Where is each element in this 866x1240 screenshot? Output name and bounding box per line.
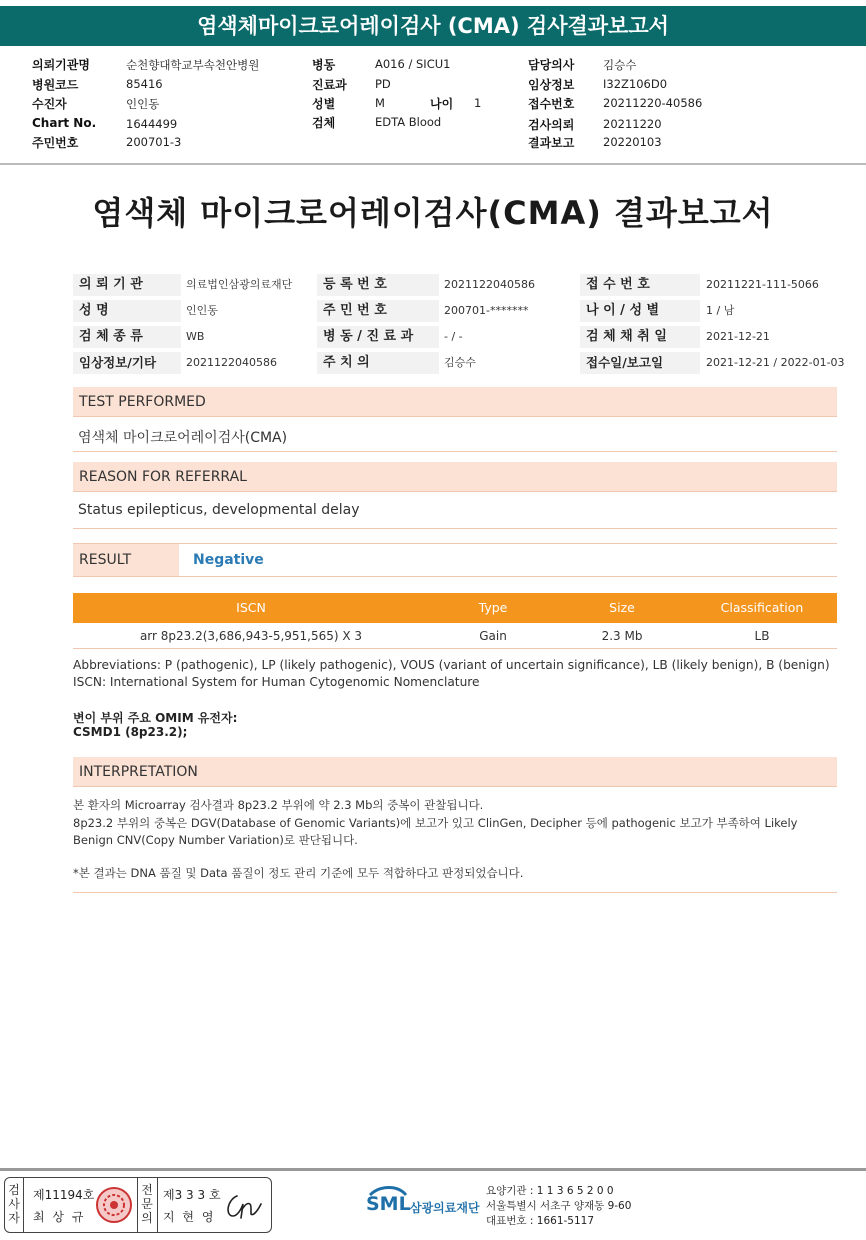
- info-key-ward-dept: 병 동 / 진 료 과: [317, 326, 439, 348]
- value-specimen: EDTA Blood: [375, 115, 442, 129]
- label-hospital-code: 병원코드: [32, 78, 79, 92]
- info-val-resident-no: 200701-*******: [444, 304, 529, 317]
- value-request-date: 20211220: [603, 117, 662, 131]
- value-sex: M: [375, 96, 385, 110]
- info-key-name: 성 명: [73, 300, 181, 322]
- iscn-definition: ISCN: International System for Human Cytogenomic Nomenclature: [73, 675, 480, 689]
- rule: [73, 528, 837, 529]
- label-hospital: 의뢰기관명: [32, 58, 90, 72]
- interpretation-line-2: 8p23.2 부위의 중복은 DGV(Database of Genomic Variants)에 보고가 있고 ClinGen, Decipher 등에 pathogenic 보고가 부족하여 Likely: [73, 816, 798, 830]
- cell-classification: LB: [754, 629, 770, 643]
- value-dept: PD: [375, 77, 391, 91]
- footer-line-2: 서울특별시 서초구 양재동 9-60: [486, 1200, 632, 1212]
- value-accession: 20211220-40586: [603, 96, 703, 110]
- label-patient: 수진자: [32, 97, 67, 111]
- value-ward: A016 / SICU1: [375, 57, 451, 71]
- info-key-attending: 주 치 의: [317, 352, 439, 374]
- result-value: Negative: [193, 552, 264, 568]
- qc-note: *본 결과는 DNA 품질 및 Data 품질이 정도 관리 기준에 모두 적합하다고 판정되었습니다.: [73, 866, 524, 880]
- top-title-bar: 염색체마이크로어레이검사 (CMA) 검사결과보고서: [0, 6, 866, 46]
- cell-iscn: arr 8p23.2(3,686,943-5,951,565) X 3: [139, 629, 363, 643]
- abbreviations: Abbreviations: P (pathogenic), LP (likely pathogenic), VOUS (variant of uncertain significance), LB (likely benign), B (benign): [73, 658, 830, 672]
- section-test-performed: TEST PERFORMED: [73, 387, 837, 417]
- test-performed-text: 염색체 마이크로어레이검사(CMA): [78, 430, 288, 446]
- rule: [73, 451, 837, 452]
- label-sex: 성별: [312, 97, 336, 111]
- rule: [73, 892, 837, 893]
- col-size: Size: [609, 600, 635, 615]
- result-label: RESULT: [73, 544, 179, 576]
- value-patient: 인인동: [126, 97, 160, 111]
- examiner-name: 최 상 규: [33, 1210, 86, 1224]
- signature-box: [4, 1177, 272, 1233]
- cell-size: 2.3 Mb: [601, 629, 643, 643]
- section-reason-for-referral: REASON FOR REFERRAL: [73, 462, 837, 492]
- info-key-specimen-type: 검 체 종 류: [73, 326, 181, 348]
- info-key-clinical-other: 임상정보/기타: [73, 352, 181, 374]
- label-specimen: 검체: [312, 116, 336, 130]
- info-val-age-sex: 1 / 남: [706, 304, 735, 317]
- info-val-collection-date: 2021-12-21: [706, 330, 770, 343]
- col-type: Type: [478, 600, 508, 615]
- info-val-ward-dept: - / -: [444, 330, 463, 343]
- cnv-table-header: [73, 593, 837, 623]
- omim-genes: CSMD1 (8p23.2);: [73, 725, 188, 739]
- request-header: [0, 50, 866, 162]
- label-age: 나이: [430, 97, 454, 111]
- value-report-date: 20220103: [603, 135, 662, 149]
- examiner-license: 제11194호: [33, 1188, 95, 1202]
- header-divider: [0, 163, 866, 165]
- value-resident-no: 200701-3: [126, 135, 182, 149]
- value-clinical-info: I32Z106D0: [603, 77, 668, 91]
- info-val-attending: 김승수: [444, 356, 476, 369]
- signature-icon: [223, 1190, 265, 1222]
- footer-divider: [0, 1168, 866, 1171]
- seal-icon: [95, 1186, 133, 1224]
- footer-line-3: 대표번호 : 1661-5117: [486, 1215, 595, 1227]
- info-val-accession-no: 20211221-111-5066: [706, 278, 819, 291]
- value-age: 1: [474, 96, 482, 110]
- info-key-collection-date: 검 체 채 취 일: [580, 326, 700, 348]
- report-title: 염색체 마이크로어레이검사(CMA) 결과보고서: [92, 194, 774, 232]
- rule: [73, 576, 837, 577]
- table-row: [73, 624, 837, 649]
- interpretation-line-1: 본 환자의 Microarray 검사결과 8p23.2 부위에 약 2.3 Mb의 중복이 관찰됩니다.: [73, 798, 484, 812]
- section-interpretation: INTERPRETATION: [73, 757, 837, 787]
- specialist-label: 전문의: [141, 1183, 153, 1225]
- info-key-accession-no: 접 수 번 호: [580, 274, 700, 296]
- org-name: 삼광의료재단: [410, 1201, 480, 1215]
- cell-type: Gain: [479, 629, 507, 643]
- value-hospital: 순천향대학교부속천안병원: [126, 58, 260, 72]
- label-resident-no: 주민번호: [32, 136, 79, 150]
- info-key-resident-no: 주 민 번 호: [317, 300, 439, 322]
- label-clinical-info: 임상정보: [528, 78, 575, 92]
- value-doctor: 김승수: [603, 58, 637, 72]
- omim-title: 변이 부위 주요 OMIM 유전자:: [73, 711, 238, 725]
- reason-text: Status epilepticus, developmental delay: [78, 502, 360, 518]
- info-key-referring-org: 의 뢰 기 관: [73, 274, 181, 296]
- label-ward: 병동: [312, 58, 336, 72]
- info-key-age-sex: 나 이 / 성 별: [580, 300, 700, 322]
- label-report-date: 결과보고: [528, 136, 575, 150]
- col-iscn: ISCN: [236, 600, 266, 615]
- info-val-referring-org: 의료법인삼광의료재단: [186, 278, 293, 291]
- label-accession: 접수번호: [528, 97, 575, 111]
- examiner-label: 검사자: [8, 1183, 20, 1225]
- info-key-received-reported: 접수일/보고일: [580, 352, 700, 374]
- label-doctor: 담당의사: [528, 58, 575, 72]
- interpretation-line-3: Benign CNV(Copy Number Variation)로 판단됩니다.: [73, 833, 358, 847]
- value-hospital-code: 85416: [126, 77, 163, 91]
- info-val-received-reported: 2021-12-21 / 2022-01-03: [706, 356, 845, 369]
- label-dept: 진료과: [312, 78, 347, 92]
- specialist-license: 제3 3 3 호: [163, 1188, 221, 1202]
- label-request-date: 검사의뢰: [528, 118, 575, 132]
- col-classification: Classification: [720, 600, 804, 615]
- value-chart-no: 1644499: [126, 117, 178, 131]
- info-key-reg-no: 등 록 번 호: [317, 274, 439, 296]
- info-val-specimen-type: WB: [186, 330, 205, 343]
- specialist-name: 지 현 영: [163, 1210, 216, 1224]
- rule: [73, 543, 837, 544]
- info-val-reg-no: 2021122040586: [444, 278, 535, 291]
- info-val-clinical-other: 2021122040586: [186, 356, 277, 369]
- info-val-name: 인인동: [186, 304, 218, 317]
- logo-text: SML: [366, 1193, 411, 1215]
- footer-line-1: 요양기관 : 1 1 3 6 5 2 0 0: [486, 1185, 614, 1197]
- label-chart-no: Chart No.: [32, 116, 97, 130]
